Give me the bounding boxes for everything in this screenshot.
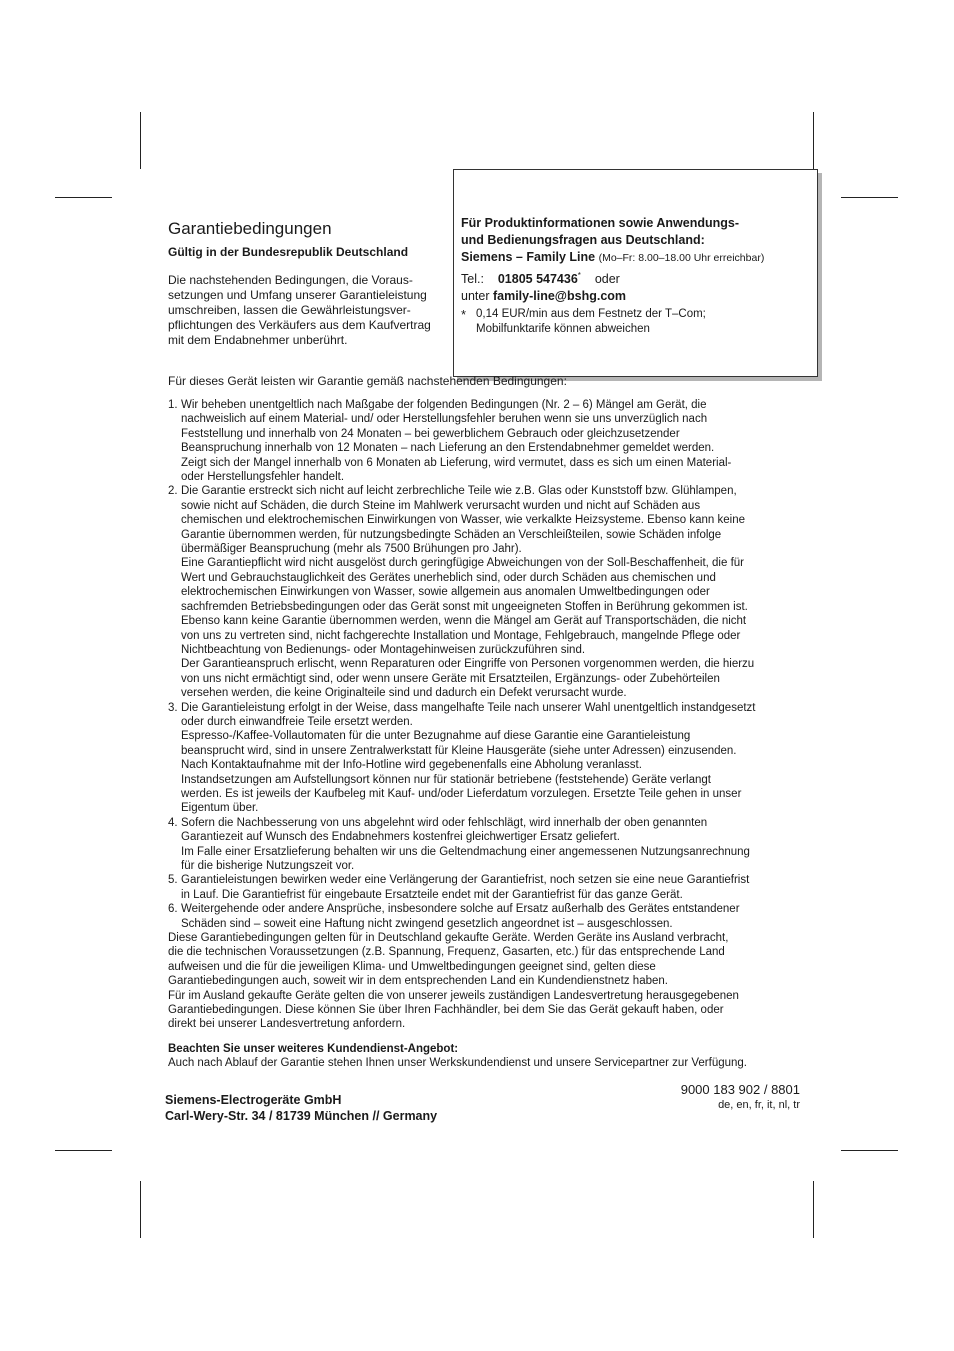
- company-name: Siemens-Electrogeräte GmbH: [165, 1093, 342, 1107]
- family-line-label: Siemens – Family Line: [461, 250, 596, 264]
- service-heading: Beachten Sie unser weiteres Kundendienst-Angebot:: [168, 1043, 459, 1055]
- crop-mark: [55, 1150, 112, 1151]
- term-line: Instandsetzungen am Aufstellungsort können nur für stationär betriebene (feststehende) Geräte verlangt: [181, 773, 711, 786]
- crop-mark: [841, 1150, 898, 1151]
- term-item: [168, 701, 798, 816]
- term-line: Wert und Gebrauchstauglichkeit des Gerätes unerheblich sind, oder durch Schäden aus chemischen und: [181, 571, 716, 584]
- term-line: elektrochemischen Einwirkungen von Wasser, sowie allgemein aus anomalen Umweltbedingungen oder: [181, 586, 710, 599]
- closing-paragraph: [168, 931, 798, 1032]
- term-item: [168, 484, 798, 700]
- email-address[interactable]: family-line@bshg.com: [492, 289, 627, 304]
- footnote: [461, 307, 817, 337]
- term-line: von uns nicht ermächtigt sind, oder wenn unsere Geräte mit Ersatzteilen, Ergänzungs- oder Zubehörteilen: [181, 672, 720, 685]
- intro-line: mit dem Endabnehmer unberührt.: [168, 333, 348, 347]
- term-number: 5.: [168, 874, 178, 887]
- term-line: Schäden sind – soweit eine Haftung nicht zwingend gesetzlich angeordnet ist – ausgeschlossen.: [181, 917, 673, 930]
- closing-line: die die technischen Voraussetzungen (z.B. Spannung, Frequenz, Gasarten, etc.) für das entsprechende Land: [168, 946, 725, 959]
- page-title: Garantiebedingungen: [168, 219, 332, 238]
- term-line: für die bisherige Nutzungszeit vor.: [181, 860, 355, 872]
- term-line: oder Herstellungsfehler handelt.: [181, 471, 345, 484]
- closing-line: Für im Ausland gekaufte Geräte gelten die von unserer jeweils zuständigen Landesvertretung herausgegebenen: [168, 989, 739, 1002]
- service-text: Auch nach Ablauf der Garantie stehen Ihnen unser Werkskundendienst und unsere Servicepartner zur Verfügung.: [168, 1057, 747, 1070]
- closing-line: Diese Garantiebedingungen gelten für in Deutschland gekaufte Geräte. Werden Geräte ins Ausland verbracht,: [168, 932, 729, 945]
- intro-line: umschreiben, lassen die Gewährleistungsver-: [168, 303, 411, 317]
- document-languages: de, en, fr, it, nl, tr: [718, 1099, 800, 1111]
- term-number: 4.: [168, 816, 178, 829]
- company-street: Carl-Wery-Str. 34 / 81739 München // Germany: [165, 1109, 438, 1123]
- tel-number[interactable]: 01805 547436: [497, 272, 578, 287]
- closing-line: Garantiebedingungen. Diese können Sie über Ihren Fachhändler, bei dem Sie das Gerät gekauft haben, oder: [168, 1004, 724, 1017]
- term-line: Der Garantieanspruch erlischt, wenn Reparaturen oder Eingriffe von Personen vorgenommen werden, die hierzu: [181, 658, 755, 671]
- intro-line: Die nachstehenden Bedingungen, die Voraus-: [168, 273, 413, 287]
- tel-label: Tel.:: [461, 272, 484, 287]
- intro-line: pflichtungen des Verkäufers aus dem Kaufvertrag: [168, 318, 431, 332]
- term-line: nachweislich auf einem Material- und/ oder Herstellungsfehler beruhen wenn sie uns unverzüglich nach: [181, 413, 708, 426]
- term-line: Die Garantieleistung erfolgt in der Weise, dass mangelhafte Teile nach unserer Wahl unentgeltlich instandgesetzt: [181, 701, 756, 714]
- asterisk-icon: *: [461, 307, 467, 323]
- term-line: Nach Kontaktaufnahme mit der Info-Hotline wird gegebenenfalls eine Abholung veranlasst.: [181, 759, 642, 772]
- infobox-heading: und Bedienungsfragen aus Deutschland:: [461, 233, 705, 247]
- term-line: Eine Garantiepflicht wird nicht ausgelöst durch geringfügige Abweichungen von der Soll-Beschaffenheit, die für: [181, 557, 744, 570]
- closing-line: direkt bei unserer Landesvertretung anfordern.: [168, 1018, 406, 1031]
- document-code: 9000 183 902 / 8801: [680, 1082, 800, 1097]
- term-line: in Lauf. Die Garantiefrist für eingebaute Ersatzteile endet mit der Garantiefrist für das ganze Gerät.: [181, 888, 683, 901]
- term-number: 1.: [168, 399, 178, 411]
- term-line: Sofern die Nachbesserung von uns abgelehnt wird oder fehlschlägt, wird innerhalb der oben genannten: [181, 816, 708, 829]
- lead-sentence: Für dieses Gerät leisten wir Garantie gemäß nachstehenden Bedingungen:: [168, 374, 567, 388]
- term-item: [168, 816, 798, 874]
- term-line: Garantiezeit auf Wunsch des Endabnehmers kostenfrei gleichwertiger Ersatz geliefert.: [181, 831, 620, 844]
- hotline-hours: (Mo–Fr: 8.00–18.00 Uhr erreichbar): [598, 252, 765, 264]
- term-line: Im Falle einer Ersatzlieferung behalten wir uns die Geltendmachung einer angemessenen Nutzungsanrechnung: [181, 845, 750, 858]
- crop-mark: [140, 1181, 141, 1238]
- term-line: oder durch einwandfreie Teile ersetzt werden.: [181, 715, 413, 728]
- term-item: [168, 398, 798, 484]
- closing-line: Garantiebedingungen auch, soweit wir in dem entsprechenden Land ein Kundendienstnetz haben.: [168, 975, 668, 988]
- term-line: sachfremden Betriebsbedingungen oder das Gerät sonst mit ungeeigneten Stoffen in Berührung gekommen ist.: [181, 600, 748, 613]
- crop-mark: [841, 197, 898, 198]
- term-line: Espresso-/Kaffee-Vollautomaten für die unter Bezugnahme auf diese Garantie eine Garantieleistung: [181, 730, 691, 743]
- term-line: von uns zu vertreten sind, nicht fachgerechte Installation und Montage, Fehlgebrauch, mangelnde Pflege oder: [181, 629, 741, 642]
- term-line: Die Garantie erstreckt sich nicht auf leicht zerbrechliche Teile wie z.B. Glas oder Kunststoff bzw. Glühlampen,: [181, 485, 737, 498]
- term-number: 6.: [168, 903, 178, 916]
- crop-mark: [813, 1181, 814, 1238]
- or-label: oder: [594, 272, 620, 287]
- footnote-mark: *: [577, 271, 581, 280]
- term-item: [168, 873, 798, 902]
- page-subtitle: Gültig in der Bundesrepublik Deutschland: [168, 245, 409, 259]
- terms-list: [168, 398, 798, 1032]
- term-line: beansprucht wird, sind in unsere Zentralwerkstatt für Kleine Hausgeräte (siehe unter Adressen) einzusenden.: [181, 744, 737, 757]
- crop-mark: [55, 197, 112, 198]
- service-note: [168, 1042, 798, 1071]
- crop-mark: [140, 112, 141, 169]
- term-line: Weitergehende oder andere Ansprüche, insbesondere solche auf Ersatz außerhalb des Gerätes entstandener: [181, 903, 740, 916]
- term-line: chemischen und elektrochemischen Einwirkungen von Wasser, wie verkalkte Heizsysteme. Ebenso kann keine: [181, 514, 745, 527]
- term-line: Feststellung und innerhalb von 24 Monaten – bei gewerblichem Gebrauch oder gleichzusetzender: [181, 427, 680, 440]
- term-line: sowie nicht auf Schäden, die durch Steine im Mahlwerk verursacht wurden und nicht auf Schäden aus: [181, 499, 701, 512]
- term-line: Beanspruchung innerhalb von 12 Monaten – nach Lieferung an den Erstendabnehmer gemeldet werden.: [181, 442, 715, 455]
- term-line: versehen werden, die keine Originalteile sind und dadurch ein Defekt verursacht wurde.: [181, 687, 627, 700]
- intro-line: setzungen und Umfang unserer Garantieleistung: [168, 288, 427, 302]
- term-line: Ebenso kann keine Garantie übernommen werden, wenn die Mängel am Gerät auf Transportschäden, die nicht: [181, 615, 747, 628]
- infobox-heading: Für Produktinformationen sowie Anwendungs-: [461, 216, 740, 230]
- term-line: übermäßiger Beanspruchung (mehr als 7500 Brühungen pro Jahr).: [181, 543, 522, 556]
- term-line: Nichtbeachtung von Bedienungs- oder Montagehinweisen zurückzuführen sind.: [181, 643, 586, 656]
- term-item: [168, 902, 798, 931]
- under-label: unter: [461, 289, 490, 304]
- term-line: Garantie übernommen werden, für nutzungsbedingte Schäden an Verschleißteilen, sowie Schäden infolge: [181, 528, 722, 541]
- term-line: Wir beheben unentgeltlich nach Maßgabe der folgenden Bedingungen (Nr. 2 – 6) Mängel am Gerät, die: [181, 399, 707, 411]
- crop-mark: [813, 112, 814, 169]
- footnote-line: Mobilfunktarife können abweichen: [476, 323, 650, 336]
- closing-line: aufweisen und die für die jeweiligen Klima- und Umweltbedingungen geeignet sind, gelten diese: [168, 960, 656, 973]
- company-address: [165, 1092, 437, 1124]
- intro-paragraph: [168, 273, 453, 348]
- term-line: Eigentum über.: [181, 802, 259, 815]
- term-line: Zeigt sich der Mangel innerhalb von 6 Monaten ab Lieferung, wird vermutet, dass es sich um einen Material-: [181, 456, 732, 469]
- contact-info-box: [453, 169, 818, 377]
- term-line: Garantieleistungen bewirken weder eine Verlängerung der Garantiefrist, noch setzen sie eine neue Garantiefrist: [181, 874, 750, 887]
- term-line: werden. Es ist jeweils der Kaufbeleg mit Kauf- und/oder Lieferdatum vorzulegen. Ersetzte Teile gehen in unser: [181, 787, 742, 800]
- term-number: 2.: [168, 485, 178, 498]
- term-number: 3.: [168, 701, 178, 714]
- footnote-line: 0,14 EUR/min aus dem Festnetz der T–Com;: [476, 308, 706, 321]
- document-number: [681, 1082, 800, 1112]
